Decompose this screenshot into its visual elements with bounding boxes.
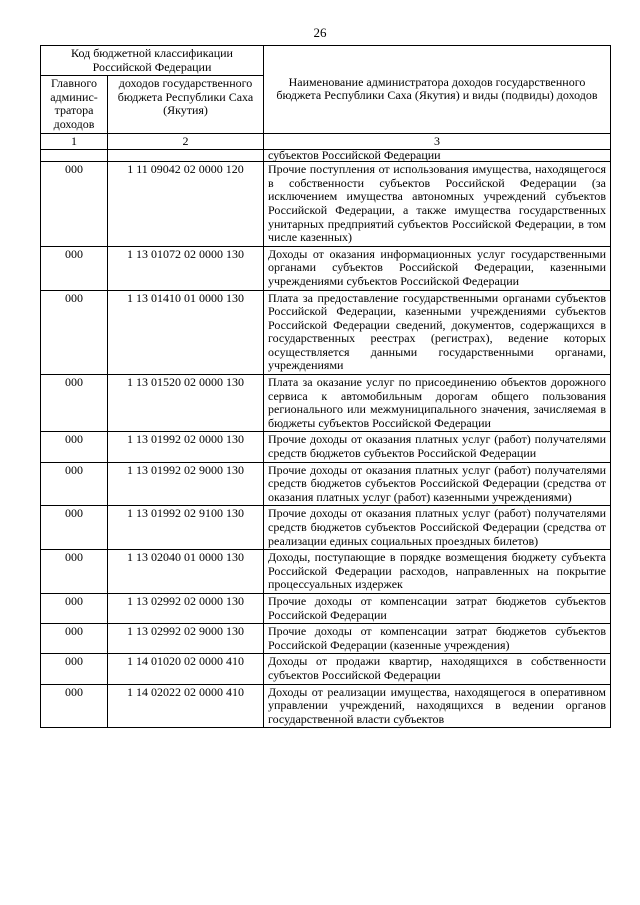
table-row [41, 654, 611, 684]
admin-code-cell: 000 [41, 375, 108, 432]
revenue-name-cell: Прочие доходы от компенсации затрат бюджетов субъектов Российской Федерации (казенные учреждения) [264, 624, 611, 654]
budget-code-cell: 1 13 01520 02 0000 130 [108, 375, 264, 432]
table-row [41, 246, 611, 290]
revenue-name-cell: Плата за предоставление государственными органами субъектов Российской Федерации, казенными учреждениями субъектов Российской Федерации сведений, документов, содержащихся в государственных реестрах (регистрах), ведение которых осуществляется данными государственными органами, учреждениями [264, 290, 611, 375]
budget-code-cell: 1 13 01992 02 9100 130 [108, 506, 264, 550]
budget-code-cell: 1 13 01992 02 9000 130 [108, 462, 264, 506]
admin-code-cell: 000 [41, 246, 108, 290]
table-row [41, 593, 611, 623]
revenue-name-cell: Доходы от продажи квартир, находящихся в собственности субъектов Российской Федерации [264, 654, 611, 684]
admin-code-cell: 000 [41, 550, 108, 594]
budget-code-cell: 1 13 01992 02 0000 130 [108, 432, 264, 462]
column-number-3: 3 [264, 133, 611, 150]
budget-code-cell: 1 13 01072 02 0000 130 [108, 246, 264, 290]
admin-code-cell: 000 [41, 593, 108, 623]
code-group-header: Код бюджетной классификации Российской Федерации [41, 46, 264, 76]
budget-revenue-table [40, 45, 611, 728]
revenue-name-cell: Плата за оказание услуг по присоединению объектов дорожного сервиса к автомобильным дорогам общего пользования регионального или межмуниципального значения, зачисляемая в бюджеты субъектов Российской Федерации [264, 375, 611, 432]
revenue-name-cell: субъектов Российской Федерации [264, 150, 611, 162]
table-row [41, 375, 611, 432]
name-column-header: Наименование администратора доходов государственного бюджета Республики Саха (Якутия) и виды (подвиды) доходов [264, 46, 611, 134]
admin-code-cell: 000 [41, 432, 108, 462]
budget-code-cell: 1 13 02992 02 9000 130 [108, 624, 264, 654]
admin-column-header: Главного админис-тратора доходов [41, 76, 108, 133]
admin-code-cell: 000 [41, 624, 108, 654]
revenue-name-cell: Прочие доходы от оказания платных услуг (работ) получателями средств бюджетов субъектов Российской Федерации [264, 432, 611, 462]
table-row [41, 550, 611, 594]
budget-code-cell: 1 13 01410 01 0000 130 [108, 290, 264, 375]
admin-code-cell: 000 [41, 506, 108, 550]
revenue-name-cell: Прочие доходы от компенсации затрат бюджетов субъектов Российской Федерации [264, 593, 611, 623]
table-row [41, 462, 611, 506]
budget-code-cell: 1 14 01020 02 0000 410 [108, 654, 264, 684]
revenue-name-cell: Прочие доходы от оказания платных услуг (работ) получателями средств бюджетов субъектов Российской Федерации (средства от оказания платных услуг (работ) казенными учреждениями) [264, 462, 611, 506]
table-row [41, 506, 611, 550]
admin-code-cell [41, 150, 108, 162]
code-column-header: доходов государственного бюджета Республики Саха (Якутия) [108, 76, 264, 133]
header-row-top [41, 46, 611, 76]
table-row [41, 432, 611, 462]
table-row [41, 684, 611, 728]
table-row [41, 162, 611, 247]
table-row [41, 624, 611, 654]
admin-code-cell: 000 [41, 684, 108, 728]
revenue-name-cell: Доходы от оказания информационных услуг государственными органами субъектов Российской Федерации, казенными учреждениями субъектов Российской Федерации [264, 246, 611, 290]
budget-code-cell: 1 14 02022 02 0000 410 [108, 684, 264, 728]
admin-code-cell: 000 [41, 654, 108, 684]
table-row [41, 290, 611, 375]
revenue-name-cell: Доходы от реализации имущества, находящегося в оперативном управлении учреждений, находящихся в ведении органов государственной власти субъектов [264, 684, 611, 728]
budget-code-cell: 1 13 02992 02 0000 130 [108, 593, 264, 623]
budget-code-cell: 1 11 09042 02 0000 120 [108, 162, 264, 247]
revenue-name-cell: Прочие доходы от оказания платных услуг (работ) получателями средств бюджетов субъектов Российской Федерации (средства от реализации единых социальных проездных билетов) [264, 506, 611, 550]
admin-code-cell: 000 [41, 162, 108, 247]
revenue-name-cell: Доходы, поступающие в порядке возмещения бюджету субъекта Российской Федерации расходов, направленных на покрытие процессуальных издержек [264, 550, 611, 594]
column-number-1: 1 [41, 133, 108, 150]
budget-code-cell: 1 13 02040 01 0000 130 [108, 550, 264, 594]
admin-code-cell: 000 [41, 290, 108, 375]
admin-code-cell: 000 [41, 462, 108, 506]
page-number: 26 [313, 25, 327, 40]
revenue-name-cell: Прочие поступления от использования имущества, находящегося в собственности субъектов Российской Федерации (за исключением имущества автономных учреждений субъектов Российской Федерации, а также имущества государственных унитарных предприятий субъектов Российской Федерации, в том числе казенных) [264, 162, 611, 247]
column-number-2: 2 [108, 133, 264, 150]
budget-code-cell [108, 150, 264, 162]
table-row [41, 150, 611, 162]
column-number-row [41, 133, 611, 150]
